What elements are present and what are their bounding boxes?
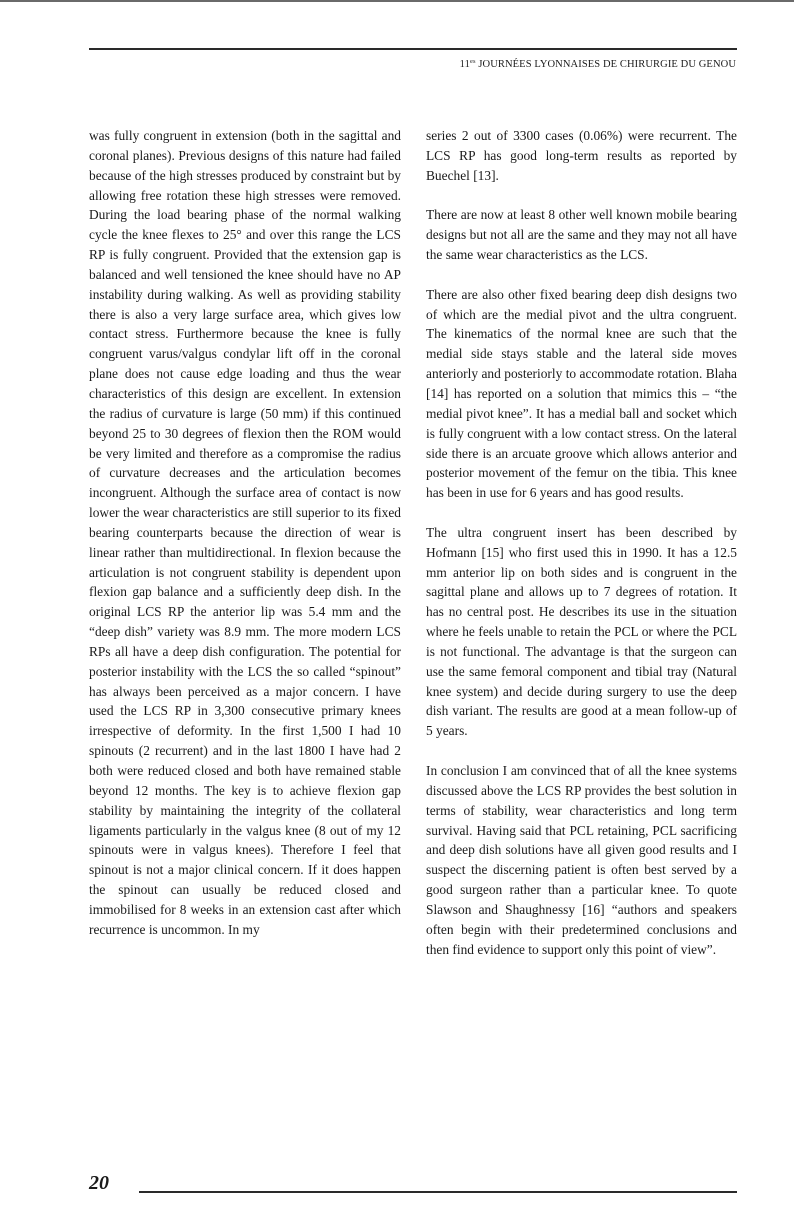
paragraph: was fully congruent in extension (both in the sagittal and coronal planes). Previous designs of this nature had failed because of the high stresses produced by constraint but by allowing free rotation these high stresses were removed. During the load bearing phase of the normal walking cycle the knee flexes to 25° and over this range the LCS RP is fully congruent. Provided that the extension gap is balanced and well tensioned the knee should have no AP instability during walking. As well as providing stability there is also a very large surface area, which gives low contact stress. Furthermore because the knee is fully congruent varus/valgus condylar lift off in the coronal plane does not cause edge loading and thus the wear characteristics of this design are excellent. In extension the radius of curvature is large (50 mm) if this continued beyond 25 to 30 degrees of flexion then the ROM would be very limited and therefore as a compromise the radius of curvature decreases and the articulation becomes incongruent. Although the surface area of contact is now lower the wear characteristics are still superior to its fixed bearing counterparts because the direction of wear is linear rather than multidirectional. In flexion because the articulation is not congruent stability is dependent upon flexion gap balance and a sufficiently deep dish. In the original LCS RP the anterior lip was 5.4 mm and the “deep dish” variety was 8.9 mm. The more modern LCS RPs all have a deep dish configuration. The potential for posterior instability with the LCS the so called “spinout” has always been perceived as a major concern. I have used the LCS RP in 3,300 consecutive primary knees irrespective of deformity. In the first 1,500 I had 10 spinouts (2 recurrent) and in the last 1800 I have had 2 both were reduced closed and both have remained stable beyond 12 months. The key is to achieve flexion gap stability by maintaining the integrity of the collateral ligaments particularly in the valgus knee (8 out of my 12 spinouts were in valgus knees). Therefore I feel that spinout is not a major clinical concern. If it does happen the spinout can usually be reduced closed and immobilised for 8 weeks in an extension cast after which recurrence is uncommon. In my (89, 128, 401, 937)
top-edge-rule (0, 0, 794, 2)
paragraph: There are now at least 8 other well known mobile bearing designs but not all are the same and they may not all have the same wear characteristics as the LCS. (426, 207, 737, 263)
paragraph: series 2 out of 3300 cases (0.06%) were recurrent. The LCS RP has good long-term results as reported by Buechel [13]. (426, 128, 737, 183)
paragraph: In conclusion I am convinced that of all the knee systems discussed above the LCS RP provides the best solution in terms of stability, wear characteristics and long term survival. Having said that PCL retaining, PCL sacrificing and deep dish solutions have all given good results and I suspect the discerning patient is often best served by a good surgeon rather than a particular knee. To quote Slawson and Shaughnessy [16] “authors and speakers often begin with their predetermined conclusions and then find evidence to support only this point of view”. (426, 763, 737, 957)
header-rule (89, 48, 737, 50)
header-number-suffix: es (469, 58, 476, 65)
header-title: JOURNÉES LYONNAISES DE CHIRURGIE DU GENOU (478, 59, 736, 70)
left-column (89, 126, 401, 940)
page-number: 20 (89, 1172, 109, 1194)
paragraph: The ultra congruent insert has been described by Hofmann [15] who first used this in 1990. It has a 12.5 mm anterior lip on both sides and is congruent in the sagittal plane and allows up to 7 degrees of rotation. It has no central post. He describes its use in the situation where he feels unable to retain the PCL or where the PCL is not functional. The advantage is that the surgeon can use the same femoral component and tibial tray (Natural knee system) and decide during surgery to use the deep dish variant. The results are good at a mean follow-up of 5 years. (426, 524, 737, 739)
header-number: 11 (459, 59, 470, 70)
right-column (426, 126, 737, 959)
footer-rule (139, 1191, 737, 1193)
running-header (460, 58, 736, 70)
paragraph: There are also other fixed bearing deep dish designs two of which are the medial pivot and the ultra congruent. The kinematics of the normal knee are such that the medial side stays stable and the lateral side moves anteriorly and posteriorly to accommodate rotation. Blaha [14] has reported on a solution that mimics this – “the medial pivot knee”. It has a medial ball and socket which is fully congruent with a low contact stress. On the lateral side there is an arcuate groove which allows anterior and posterior movement of the femur on the tibia. This knee has been in use for 6 years and has good results. (426, 286, 737, 501)
